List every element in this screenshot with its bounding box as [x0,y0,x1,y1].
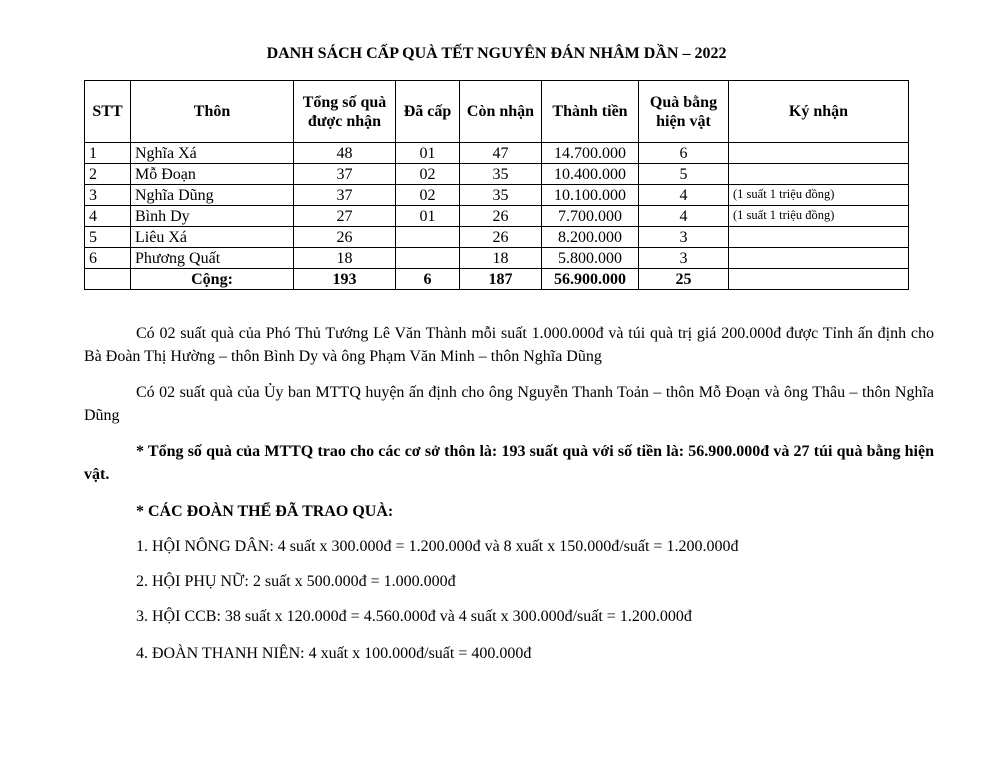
table-row [85,206,909,227]
cell-da-cap: 02 [396,164,460,185]
cell-ky-nhan [729,248,909,269]
cell-hien-vat: 5 [639,164,729,185]
table-row [85,227,909,248]
cell-thanh-tien: 5.800.000 [542,248,639,269]
cell-hien-vat: 3 [639,248,729,269]
paragraph-vice-pm-gifts: Có 02 suất quà của Phó Thủ Tướng Lê Văn Thành mỗi suất 1.000.000đ và túi quà trị giá 200.000đ được Tỉnh ấn định cho Bà Đoàn Thị Hường – thôn Bình Dy và ông Phạm Văn Minh – thôn Nghĩa Dũng [84,325,934,365]
cell-thon: Nghĩa Xá [131,143,294,164]
cell-hien-vat: 6 [639,143,729,164]
cell-thanh-tien: 10.100.000 [542,185,639,206]
cell-total-thanh-tien: 56.900.000 [542,269,639,290]
table-header-row [85,81,909,143]
list-item: 3. HỘI CCB: 38 suất x 120.000đ = 4.560.000đ và 4 suất x 300.000đ/suất = 1.200.000đ [136,608,692,625]
cell-total-label: Cộng: [131,269,294,290]
gift-distribution-table [84,80,909,290]
cell-da-cap [396,227,460,248]
cell-tong: 37 [294,164,396,185]
list-item: 4. ĐOÀN THANH NIÊN: 4 xuất x 100.000đ/suất = 400.000đ [136,645,532,662]
header-tong-so: Tổng số quà được nhận [294,81,396,143]
cell-con-nhan: 35 [460,164,542,185]
cell-con-nhan: 35 [460,185,542,206]
cell-hien-vat: 4 [639,206,729,227]
cell-thon: Phương Quất [131,248,294,269]
cell-hien-vat: 3 [639,227,729,248]
cell-da-cap [396,248,460,269]
table-row [85,185,909,206]
header-thanh-tien: Thành tiền [542,81,639,143]
cell-da-cap: 02 [396,185,460,206]
header-da-cap: Đã cấp [396,81,460,143]
list-item: 2. HỘI PHỤ NỮ: 2 suất x 500.000đ = 1.000.000đ [136,573,456,590]
cell-thanh-tien: 10.400.000 [542,164,639,185]
cell-thanh-tien: 14.700.000 [542,143,639,164]
cell-thon: Liêu Xá [131,227,294,248]
table-row [85,248,909,269]
cell-ky-nhan: (1 suất 1 triệu đồng) [729,185,909,206]
header-stt: STT [85,81,131,143]
cell-con-nhan: 47 [460,143,542,164]
cell-stt: 2 [85,164,131,185]
cell-stt: 5 [85,227,131,248]
cell-tong: 26 [294,227,396,248]
cell-tong: 48 [294,143,396,164]
cell-da-cap: 01 [396,206,460,227]
document-title: DANH SÁCH CẤP QUÀ TẾT NGUYÊN ĐÁN NHÂM DẦN – 2022 [266,45,727,62]
cell-con-nhan: 18 [460,248,542,269]
cell-total-tong: 193 [294,269,396,290]
paragraph-mttq-gifts: Có 02 suất quà của Ủy ban MTTQ huyện ấn định cho ông Nguyễn Thanh Toản – thôn Mỗ Đoạn và ông Thâu – thôn Nghĩa Dũng [84,384,934,424]
cell-thanh-tien: 7.700.000 [542,206,639,227]
cell-ky-nhan: (1 suất 1 triệu đồng) [729,206,909,227]
cell-stt: 1 [85,143,131,164]
list-item: 1. HỘI NÔNG DÂN: 4 suất x 300.000đ = 1.200.000đ và 8 xuất x 150.000đ/suất = 1.200.000đ [136,538,739,555]
cell-da-cap: 01 [396,143,460,164]
cell-total-hien-vat: 25 [639,269,729,290]
header-thon: Thôn [131,81,294,143]
cell-total-con-nhan: 187 [460,269,542,290]
cell-tong: 18 [294,248,396,269]
table-row [85,164,909,185]
cell-tong: 27 [294,206,396,227]
cell-stt: 3 [85,185,131,206]
header-hien-vat: Quà bằng hiện vật [639,81,729,143]
cell-total-da-cap: 6 [396,269,460,290]
table-total-row [85,269,909,290]
table-row [85,143,909,164]
cell-thon: Bình Dy [131,206,294,227]
cell-total-ky-nhan [729,269,909,290]
cell-thon: Mỗ Đoạn [131,164,294,185]
cell-ky-nhan [729,227,909,248]
cell-thanh-tien: 8.200.000 [542,227,639,248]
cell-stt: 4 [85,206,131,227]
cell-ky-nhan [729,143,909,164]
cell-con-nhan: 26 [460,227,542,248]
cell-stt: 6 [85,248,131,269]
cell-tong: 37 [294,185,396,206]
cell-thon: Nghĩa Dũng [131,185,294,206]
cell-total-stt [85,269,131,290]
paragraph-total-summary: * Tổng số quà của MTTQ trao cho các cơ sở thôn là: 193 suất quà với số tiền là: 56.900.000đ và 27 túi quà bằng hiện vật. [84,443,934,483]
header-con-nhan: Còn nhận [460,81,542,143]
cell-hien-vat: 4 [639,185,729,206]
cell-ky-nhan [729,164,909,185]
cell-con-nhan: 26 [460,206,542,227]
unions-heading: * CÁC ĐOÀN THỂ ĐÃ TRAO QUÀ: [136,503,394,520]
header-ky-nhan: Ký nhận [729,81,909,143]
